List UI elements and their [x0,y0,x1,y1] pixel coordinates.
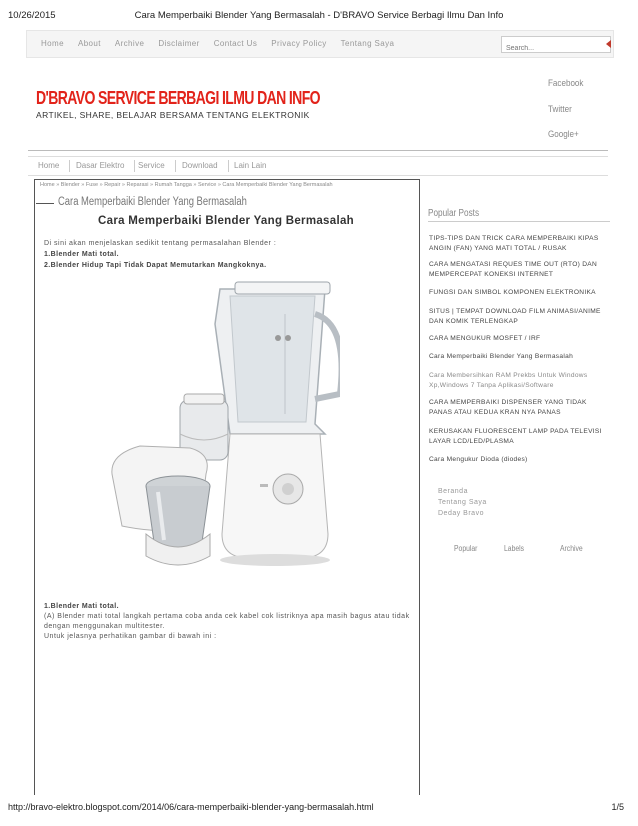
post-title[interactable]: Cara Memperbaiki Blender Yang Bermasalah [98,215,354,227]
popular-post-2[interactable]: CARA MENGATASI REQUES TIME OUT (RTO) DAN MEMPERCEPAT KONEKSI INTERNET [429,261,598,278]
popular-post-3[interactable]: FUNGSI DAN SIMBOL KOMPONEN ELEKTRONIKA [429,289,596,296]
search-arrow-icon[interactable] [606,40,611,48]
post-list-item-1: 1.Blender Mati total. [44,251,119,258]
mainnav-lain-lain[interactable]: Lain Lain [234,161,267,170]
post-paragraph-2: dengan menggunakan multitester. [44,623,165,630]
sidebar-link-tentang[interactable]: Tentang Saya [438,499,487,506]
post-list-item-2: 2.Blender Hidup Tapi Tidak Dapat Memutarkan Mangkoknya. [44,262,267,269]
popular-post-4[interactable]: SITUS | TEMPAT DOWNLOAD FILM ANIMASI/ANIME DAN KOMIK TERLENGKAP [429,308,601,325]
sidebar-title: Popular Posts [428,208,480,219]
topnav-tentang[interactable]: Tentang Saya [340,39,395,48]
topnav-about[interactable]: About [77,39,101,48]
topnav-home[interactable]: Home [41,39,64,48]
site-brand[interactable]: D'BRAVO SERVICE BERBAGI ILMU DAN INFO [36,88,320,108]
tab-archive[interactable]: Archive [560,544,583,553]
social-twitter[interactable]: Twitter [548,104,572,115]
sidebar-rule [428,221,610,222]
tab-popular[interactable]: Popular [454,544,478,553]
header-divider [28,150,608,151]
top-navigation [26,30,614,58]
popular-post-8[interactable]: CARA MEMPERBAIKI DISPENSER YANG TIDAK PANAS ATAU KEDUA KRAN NYA PANAS [429,399,587,416]
popular-post-1[interactable]: TIPS-TIPS DAN TRICK CARA MEMPERBAIKI KIPAS ANGIN (FAN) YANG MATI TOTAL / RUSAK [429,235,599,252]
popular-post-5[interactable]: CARA MENGUKUR MOSFET / IRF [429,335,541,342]
post-label: Cara Memperbaiki Blender Yang Bermasalah [58,196,247,208]
tab-labels[interactable]: Labels [504,544,525,553]
topnav-privacy[interactable]: Privacy Policy [271,39,327,48]
mainnav-download[interactable]: Download [172,160,229,172]
site-tagline: ARTIKEL, SHARE, BELAJAR BERSAMA TENTANG ELEKTRONIK [36,110,310,120]
blender-image [110,274,340,584]
topnav-archive[interactable]: Archive [114,39,145,48]
mainnav-home[interactable]: Home [28,160,70,172]
mainnav-service[interactable]: Service [128,160,176,172]
post-paragraph-1: (A) Blender mati total langkah pertama coba anda cek kabel cok listriknya apa masih bagus atau tidak [44,613,410,620]
social-facebook[interactable]: Facebook [548,78,584,89]
section-heading: 1.Blender Mati total. [44,603,119,610]
sidebar-link-deday[interactable]: Deday Bravo [438,510,484,517]
main-navigation [28,156,608,176]
topnav-contact[interactable]: Contact Us [213,39,258,48]
popular-post-6[interactable]: Cara Memperbaiki Blender Yang Bermasalah [429,353,574,360]
post-label-rule [36,203,54,204]
popular-post-7[interactable]: Cara Membersihkan RAM Prekbs Untuk Windows Xp,Windows 7 Tanpa Aplikasi/Software [429,372,588,389]
print-page-title: Cara Memperbaiki Blender Yang Bermasalah - D'BRAVO Service Berbagi Ilmu Dan Info [134,10,504,21]
print-url: http://bravo-elektro.blogspot.com/2014/06/cara-memperbaiki-blender-yang-bermasalah.html [8,802,374,812]
topnav-disclaimer[interactable]: Disclaimer [158,39,200,48]
post-intro: Di sini akan menjelaskan sedikit tentang permasalahan Blender : [44,240,277,247]
breadcrumb[interactable]: Home » Blender » Fuse » Repair » Reparasi » Rumah Tangga » Service » Cara Memperbaiki Blender Yang Bermasalah [40,182,333,188]
post-paragraph-3: Untuk jelasnya perhatikan gambar di bawah ini : [44,633,217,640]
search-box [501,36,611,53]
popular-post-10[interactable]: Cara Mengukur Dioda (diodes) [429,456,528,463]
mainnav-dasar-elektro[interactable]: Dasar Elektro [66,160,135,172]
print-page-number: 1/5 [611,802,624,812]
popular-post-9[interactable]: KERUSAKAN FLUORESCENT LAMP PADA TELEVISI LAYAR LCD/LED/PLASMA [429,428,602,445]
social-googleplus[interactable]: Google+ [548,129,579,140]
print-date: 10/26/2015 [8,10,56,21]
sidebar-link-beranda[interactable]: Beranda [438,488,468,495]
search-input[interactable] [502,41,600,56]
